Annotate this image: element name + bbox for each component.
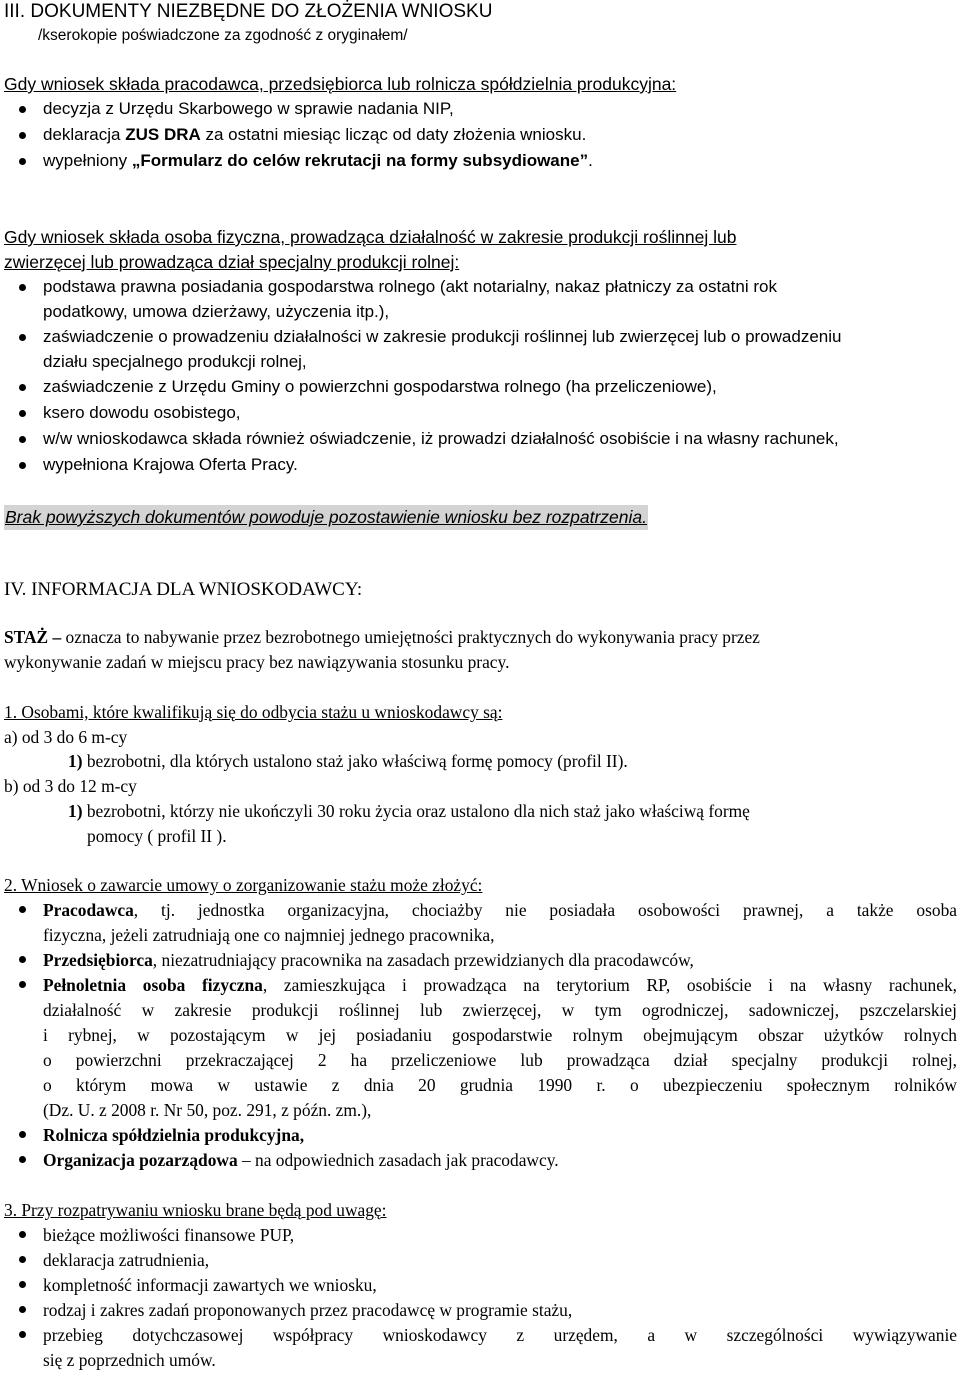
bullet-icon xyxy=(19,1131,26,1138)
employer-item-nip: decyzja z Urzędu Skarbowego w sprawie nadania NIP, xyxy=(43,99,454,118)
bullet-icon xyxy=(19,410,26,417)
q3-item-history-2: się z poprzednich umów. xyxy=(43,1350,216,1370)
person-item-activity-1: zaświadczenie o prowadzeniu działalności w zakresie produkcji roślinnej lub zwierzęcej lub o prowadzeniu xyxy=(43,327,842,346)
q1-heading: 1. Osobami, które kwalifikują się do odbycia stażu u wnioskodawcy są: xyxy=(4,702,503,722)
q1-option-a: a) od 3 do 6 m-cy xyxy=(4,727,128,747)
bullet-icon xyxy=(19,158,26,165)
q3-item-history-1: przebieg dotychczasowej współpracy wnioskodawcy z urzędem, a w szczególności wywiązywanie xyxy=(43,1325,957,1345)
staz-definition-1: STAŻ – oznacza to nabywanie przez bezrobotnego umiejętności praktycznych do wykonywania pracy przez xyxy=(4,627,760,647)
q2-person-1: Pełnoletnia osoba fizyczna, zamieszkująca i prowadząca na terytorium RP, osobiście i na własny rachunek, xyxy=(43,975,957,995)
q1-option-b-item-1: 1) bezrobotni, którzy nie ukończyli 30 roku życia oraz ustalono dla nich staż jako właściwą formę xyxy=(68,801,750,821)
person-item-land-1: podstawa prawna posiadania gospodarstwa rolnego (akt notarialny, nakaz płatniczy za ostatni rok xyxy=(43,277,777,296)
q1-option-a-item: 1) bezrobotni, dla których ustalono staż jako właściwą formę pomocy (profil II). xyxy=(68,751,628,771)
q2-person-2: działalność w zakresie produkcji roślinnej lub zwierzęcej, w tym ogrodniczej, sadowniczej, pszczelarskiej xyxy=(43,1000,957,1020)
q2-entrepreneur: Przedsiębiorca, niezatrudniający pracownika na zasadach przewidzianych dla pracodawców, xyxy=(43,950,694,970)
q2-cooperative: Rolnicza spółdzielnia produkcyjna, xyxy=(43,1125,305,1145)
bullet-icon xyxy=(19,106,26,113)
bullet-icon xyxy=(19,1156,26,1163)
bullet-icon xyxy=(19,956,26,963)
person-item-land-2: podatkowy, umowa dzierżawy, użyczenia itp.), xyxy=(43,302,390,321)
bullet-icon xyxy=(19,1281,26,1288)
bullet-icon xyxy=(19,1331,26,1338)
q2-heading: 2. Wniosek o zawarcie umowy o zorganizowanie stażu może złożyć: xyxy=(4,875,483,895)
q3-item-completeness: kompletność informacji zawartych we wniosku, xyxy=(43,1275,377,1295)
q2-person-6: (Dz. U. z 2008 r. Nr 50, poz. 291, z późn. zm.), xyxy=(43,1100,372,1120)
q2-ngo: Organizacja pozarządowa – na odpowiednich zasadach jak pracodawcy. xyxy=(43,1150,559,1170)
section-3-note: /kserokopie poświadczone za zgodność z oryginałem/ xyxy=(38,27,408,44)
bullet-icon xyxy=(19,436,26,443)
person-item-statement: w/w wnioskodawca składa również oświadczenie, iż prowadzi działalność osobiście i na własny rachunek, xyxy=(43,429,839,448)
employer-item-zus: deklaracja ZUS DRA za ostatni miesiąc licząc od daty złożenia wniosku. xyxy=(43,125,587,144)
q3-item-tasks: rodzaj i zakres zadań proponowanych przez pracodawcę w programie stażu, xyxy=(43,1300,573,1320)
person-heading-line-1: Gdy wniosek składa osoba fizyczna, prowadząca działalność w zakresie produkcji roślinnej lub xyxy=(4,227,737,247)
q3-item-finance: bieżące możliwości finansowe PUP, xyxy=(43,1225,295,1245)
q1-option-b-item-2: pomocy ( profil II ). xyxy=(87,826,227,846)
bullet-icon xyxy=(19,1256,26,1263)
person-item-activity-2: działu specjalnego produkcji rolnej, xyxy=(43,352,307,371)
q3-heading: 3. Przy rozpatrywaniu wniosku brane będą pod uwagę: xyxy=(4,1200,387,1220)
q2-employer-1: Pracodawca, tj. jednostka organizacyjna, chociażby nie posiadała osobowości prawnej, a także osoba xyxy=(43,900,957,920)
bullet-icon xyxy=(19,284,26,291)
bullet-icon xyxy=(19,1306,26,1313)
employer-item-form: wypełniony „Formularz do celów rekrutacji na formy subsydiowane”. xyxy=(43,151,593,170)
bullet-icon xyxy=(19,981,26,988)
staz-definition-2: wykonywanie zadań w miejscu pracy bez nawiązywania stosunku pracy. xyxy=(4,652,510,672)
q2-employer-2: fizyczna, jeżeli zatrudniają one co najmniej jednego pracownika, xyxy=(43,925,495,945)
employer-heading: Gdy wniosek składa pracodawca, przedsiębiorca lub rolnicza spółdzielnia produkcyjna: xyxy=(4,74,677,94)
person-item-gmina: zaświadczenie z Urzędu Gminy o powierzchni gospodarstwa rolnego (ha przeliczeniowe), xyxy=(43,377,717,396)
bullet-icon xyxy=(19,462,26,469)
person-item-offer: wypełniona Krajowa Oferta Pracy. xyxy=(43,455,298,474)
bullet-icon xyxy=(19,906,26,913)
q2-person-5: o którym mowa w ustawie z dnia 20 grudnia 1990 r. o ubezpieczeniu społecznym rolników xyxy=(43,1075,957,1095)
bullet-icon xyxy=(19,132,26,139)
q2-person-3: i rybnej, w pozostającym w jej posiadaniu gospodarstwie rolnym obejmującym obszar użytków rolnych xyxy=(43,1025,957,1045)
q2-person-4: o powierzchni przekraczającej 2 ha przeliczeniowe lub prowadząca dział specjalny produkcji rolnej, xyxy=(43,1050,957,1070)
person-heading-line-2: zwierzęcej lub prowadząca dział specjalny produkcji rolnej: xyxy=(4,252,460,272)
bullet-icon xyxy=(19,334,26,341)
section-3-heading: III. DOKUMENTY NIEZBĘDNE DO ZŁOŻENIA WNIOSKU xyxy=(4,1,493,22)
person-item-id: ksero dowodu osobistego, xyxy=(43,403,241,422)
q3-item-employment: deklaracja zatrudnienia, xyxy=(43,1250,210,1270)
bullet-icon xyxy=(19,1231,26,1238)
section-4-heading: IV. INFORMACJA DLA WNIOSKODAWCY: xyxy=(4,579,363,600)
q1-option-b: b) od 3 do 12 m-cy xyxy=(4,776,137,796)
warning-note: Brak powyższych dokumentów powoduje pozostawienie wniosku bez rozpatrzenia. xyxy=(4,505,648,530)
bullet-icon xyxy=(19,384,26,391)
